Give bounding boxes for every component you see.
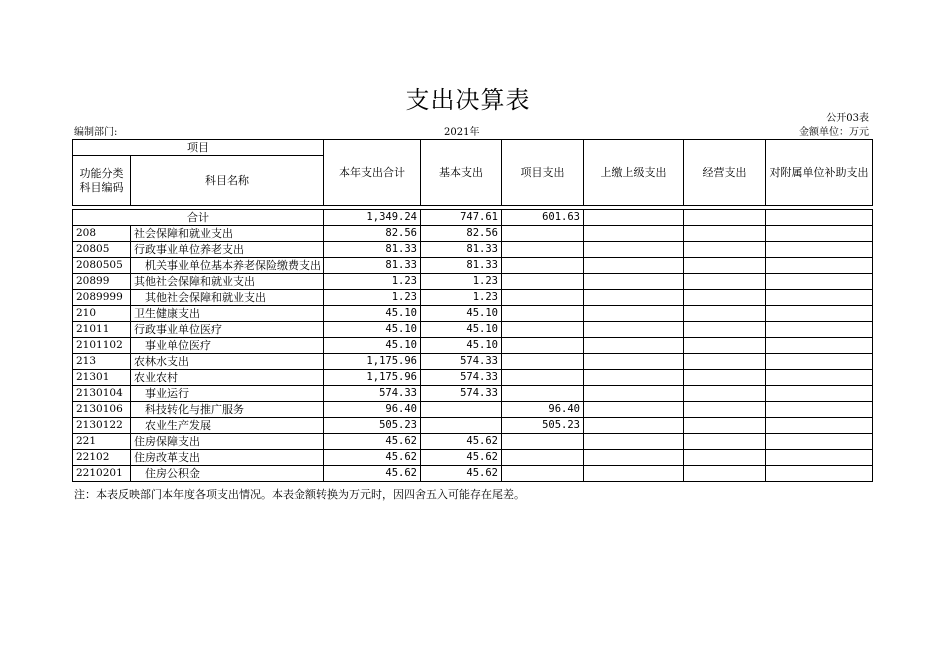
row-project — [502, 290, 584, 306]
row-code: 2089999 — [73, 290, 131, 306]
row-code: 213 — [73, 354, 131, 370]
row-upper — [584, 466, 684, 482]
row-basic: 45.10 — [421, 322, 502, 338]
header-business: 经营支出 — [684, 140, 766, 206]
row-project — [502, 466, 584, 482]
row-code: 2130106 — [73, 402, 131, 418]
row-basic: 574.33 — [421, 386, 502, 402]
row-subsidy — [766, 258, 873, 274]
row-subsidy — [766, 274, 873, 290]
header-project: 项目支出 — [502, 140, 584, 206]
row-project — [502, 386, 584, 402]
row-subsidy — [766, 354, 873, 370]
table-row — [73, 338, 873, 354]
row-basic: 45.10 — [421, 338, 502, 354]
row-name: 其他社会保障和就业支出 — [131, 290, 324, 306]
row-business — [684, 226, 766, 242]
row-subsidy — [766, 418, 873, 434]
row-business — [684, 290, 766, 306]
row-upper — [584, 402, 684, 418]
table-row — [73, 434, 873, 450]
row-code: 20805 — [73, 242, 131, 258]
row-upper — [584, 386, 684, 402]
row-upper — [584, 370, 684, 386]
table-row — [73, 386, 873, 402]
row-basic: 82.56 — [421, 226, 502, 242]
row-name: 住房公积金 — [131, 466, 324, 482]
row-name: 事业运行 — [131, 386, 324, 402]
row-project — [502, 274, 584, 290]
row-total: 1,175.96 — [324, 354, 421, 370]
table-row — [73, 258, 873, 274]
row-subsidy — [766, 370, 873, 386]
expenditure-table — [72, 139, 873, 482]
total-upper — [584, 210, 684, 226]
row-name: 卫生健康支出 — [131, 306, 324, 322]
row-name: 住房改革支出 — [131, 450, 324, 466]
row-upper — [584, 434, 684, 450]
row-business — [684, 306, 766, 322]
total-label: 合计 — [73, 210, 324, 226]
row-name: 机关事业单位基本养老保险缴费支出 — [131, 258, 324, 274]
row-total: 45.62 — [324, 450, 421, 466]
table-row — [73, 274, 873, 290]
table-row — [73, 402, 873, 418]
header-subsidy: 对附属单位补助支出 — [766, 140, 873, 206]
table-row — [73, 242, 873, 258]
row-business — [684, 274, 766, 290]
row-project — [502, 242, 584, 258]
dept-label: 编制部门: — [74, 127, 118, 138]
row-basic: 81.33 — [421, 242, 502, 258]
table-row — [73, 450, 873, 466]
row-name: 农业生产发展 — [131, 418, 324, 434]
row-upper — [584, 306, 684, 322]
row-name: 住房保障支出 — [131, 434, 324, 450]
total-row — [73, 210, 873, 226]
row-code: 210 — [73, 306, 131, 322]
form-number: 公开03表 — [826, 113, 869, 124]
row-upper — [584, 274, 684, 290]
table-row — [73, 418, 873, 434]
table-body — [73, 226, 873, 482]
row-code: 21011 — [73, 322, 131, 338]
page-title: 支出决算表 — [405, 86, 531, 114]
table-row — [73, 306, 873, 322]
row-business — [684, 322, 766, 338]
row-upper — [584, 338, 684, 354]
footnote: 注：本表反映部门本年度各项支出情况。本表金额转换为万元时，因四舍五入可能存在尾差。 — [74, 488, 525, 501]
row-code: 20899 — [73, 274, 131, 290]
row-total: 45.62 — [324, 466, 421, 482]
row-business — [684, 338, 766, 354]
row-business — [684, 370, 766, 386]
row-basic: 45.10 — [421, 306, 502, 322]
header-upper: 上缴上级支出 — [584, 140, 684, 206]
row-subsidy — [766, 466, 873, 482]
row-project: 96.40 — [502, 402, 584, 418]
row-project — [502, 258, 584, 274]
row-subsidy — [766, 290, 873, 306]
total-business — [684, 210, 766, 226]
row-basic: 1.23 — [421, 274, 502, 290]
row-subsidy — [766, 322, 873, 338]
row-name: 农林水支出 — [131, 354, 324, 370]
row-code: 2101102 — [73, 338, 131, 354]
row-project: 505.23 — [502, 418, 584, 434]
row-code: 2130122 — [73, 418, 131, 434]
row-total: 505.23 — [324, 418, 421, 434]
row-basic — [421, 418, 502, 434]
row-total: 1.23 — [324, 274, 421, 290]
row-basic — [421, 402, 502, 418]
row-subsidy — [766, 450, 873, 466]
row-business — [684, 242, 766, 258]
row-basic: 1.23 — [421, 290, 502, 306]
row-total: 45.62 — [324, 434, 421, 450]
row-total: 45.10 — [324, 306, 421, 322]
row-subsidy — [766, 306, 873, 322]
row-business — [684, 354, 766, 370]
row-subsidy — [766, 226, 873, 242]
row-basic: 45.62 — [421, 466, 502, 482]
row-upper — [584, 258, 684, 274]
row-project — [502, 322, 584, 338]
header-name: 科目名称 — [131, 156, 324, 206]
header-basic: 基本支出 — [421, 140, 502, 206]
row-subsidy — [766, 242, 873, 258]
row-upper — [584, 290, 684, 306]
total-basic: 747.61 — [421, 210, 502, 226]
row-name: 社会保障和就业支出 — [131, 226, 324, 242]
row-business — [684, 258, 766, 274]
row-total: 96.40 — [324, 402, 421, 418]
row-project — [502, 338, 584, 354]
row-total: 1,175.96 — [324, 370, 421, 386]
row-name: 事业单位医疗 — [131, 338, 324, 354]
row-upper — [584, 322, 684, 338]
table-row — [73, 322, 873, 338]
row-code: 2210201 — [73, 466, 131, 482]
row-basic: 574.33 — [421, 354, 502, 370]
total-subsidy — [766, 210, 873, 226]
row-upper — [584, 418, 684, 434]
row-project — [502, 370, 584, 386]
row-business — [684, 386, 766, 402]
row-name: 农业农村 — [131, 370, 324, 386]
row-project — [502, 226, 584, 242]
row-code: 2080505 — [73, 258, 131, 274]
table-row — [73, 226, 873, 242]
row-basic: 45.62 — [421, 450, 502, 466]
row-total: 81.33 — [324, 258, 421, 274]
row-project — [502, 434, 584, 450]
header-item: 项目 — [73, 140, 324, 156]
row-name: 科技转化与推广服务 — [131, 402, 324, 418]
row-basic: 45.62 — [421, 434, 502, 450]
table-row — [73, 354, 873, 370]
row-code: 21301 — [73, 370, 131, 386]
row-business — [684, 418, 766, 434]
header-code: 功能分类科目编码 — [73, 156, 131, 206]
row-total: 1.23 — [324, 290, 421, 306]
table-row — [73, 290, 873, 306]
row-project — [502, 450, 584, 466]
unit-label: 金额单位：万元 — [799, 127, 869, 138]
row-total: 574.33 — [324, 386, 421, 402]
row-name: 行政事业单位医疗 — [131, 322, 324, 338]
row-code: 2130104 — [73, 386, 131, 402]
row-upper — [584, 226, 684, 242]
row-upper — [584, 450, 684, 466]
row-total: 45.10 — [324, 322, 421, 338]
row-code: 208 — [73, 226, 131, 242]
row-project — [502, 354, 584, 370]
row-subsidy — [766, 386, 873, 402]
row-project — [502, 306, 584, 322]
row-name: 行政事业单位养老支出 — [131, 242, 324, 258]
row-name: 其他社会保障和就业支出 — [131, 274, 324, 290]
row-upper — [584, 354, 684, 370]
row-subsidy — [766, 402, 873, 418]
row-total: 82.56 — [324, 226, 421, 242]
row-business — [684, 434, 766, 450]
year-label: 2021年 — [444, 127, 480, 138]
row-basic: 574.33 — [421, 370, 502, 386]
row-code: 221 — [73, 434, 131, 450]
table-row — [73, 370, 873, 386]
row-basic: 81.33 — [421, 258, 502, 274]
total-project: 601.63 — [502, 210, 584, 226]
row-subsidy — [766, 338, 873, 354]
table-row — [73, 466, 873, 482]
header-total: 本年支出合计 — [324, 140, 421, 206]
row-business — [684, 466, 766, 482]
row-subsidy — [766, 434, 873, 450]
row-total: 81.33 — [324, 242, 421, 258]
row-business — [684, 402, 766, 418]
total-amount: 1,349.24 — [324, 210, 421, 226]
row-business — [684, 450, 766, 466]
row-code: 22102 — [73, 450, 131, 466]
row-upper — [584, 242, 684, 258]
row-total: 45.10 — [324, 338, 421, 354]
